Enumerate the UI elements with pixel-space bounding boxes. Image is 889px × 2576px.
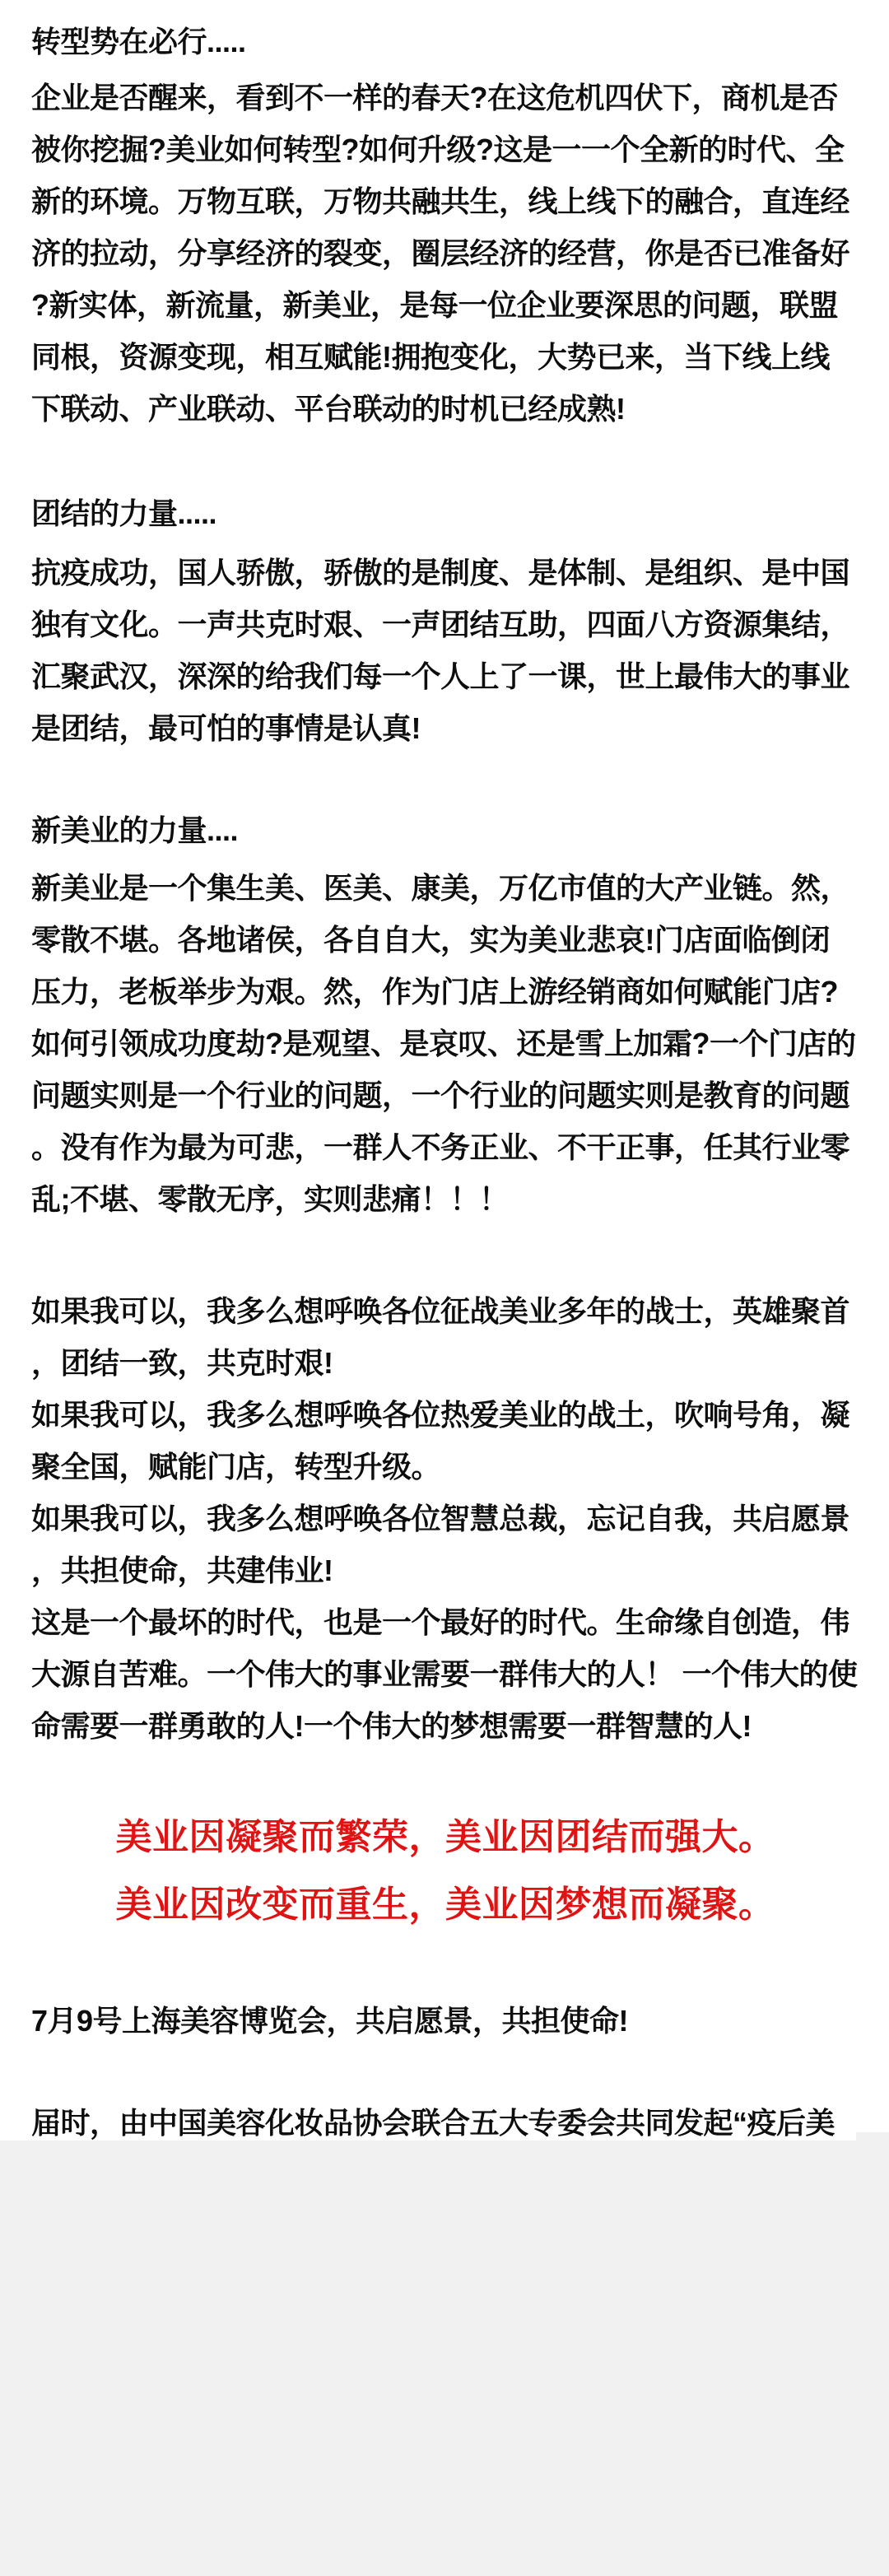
- paragraph-new-beauty: [31, 862, 859, 1225]
- text-line: 大源自苦难。一个伟大的事业需要一群伟大的人！ 一个伟大的使: [31, 1657, 858, 1691]
- text-line: 问题实则是一个行业的问题，一个行业的问题实则是教育的问题: [31, 1078, 850, 1112]
- text-line: 。没有作为最为可悲，一群人不务正业、不干正事，任其行业零: [31, 1130, 850, 1164]
- text-line: 命需要一群勇敢的人!一个伟大的梦想需要一群智慧的人!: [31, 1709, 752, 1743]
- footer-gray-panel: [0, 2140, 889, 2576]
- text-line: 7月9号上海美容博览会，共启愿景，共担使命!: [31, 2004, 629, 2038]
- text-line: 美业因凝聚而繁荣，美业因团结而强大。: [115, 1817, 775, 1857]
- text-line: 同根，资源变现，相互赋能!拥抱变化，大势已来，当下线上线: [31, 340, 830, 374]
- text-line: 如果我可以，我多么想呼唤各位征战美业多年的战士，英雄聚首: [31, 1294, 850, 1328]
- text-line: 聚全国，赋能门店，转型升级。: [31, 1450, 441, 1484]
- text-line: 如何引领成功度劫?是观望、是哀叹、还是雪上加霜?一个门店的: [31, 1027, 856, 1060]
- paragraph-unity: [31, 547, 859, 754]
- text-line: 被你挖掘?美业如何转型?如何升级?这是一一个全新的时代、全: [31, 133, 845, 166]
- section-heading-transformation: [31, 16, 859, 68]
- text-line: 新美业的力量....: [31, 813, 239, 847]
- paragraph-call-to-arms: [31, 1285, 859, 1752]
- text-line: 这是一个最坏的时代，也是一个最好的时代。生命缘自创造，伟: [31, 1605, 850, 1639]
- text-line: 团结的力量.....: [31, 496, 217, 530]
- text-line: 汇聚武汉，深深的给我们每一个人上了一课，世上最伟大的事业: [31, 659, 850, 693]
- text-line: 新的环境。万物互联，万物共融共生，线上线下的融合，直连经: [31, 184, 850, 218]
- text-line: 抗疫成功，国人骄傲，骄傲的是制度、是体制、是组织、是中国: [31, 556, 850, 589]
- text-line: ，团结一致，共克时艰!: [31, 1346, 333, 1380]
- text-line: 如果我可以，我多么想呼唤各位智慧总裁，忘记自我，共启愿景: [31, 1502, 850, 1535]
- paragraph-expo-announcement: [31, 1995, 859, 2047]
- text-line: 乱;不堪、零散无序，实则悲痛！！！: [31, 1182, 509, 1216]
- text-line: 转型势在必行.....: [31, 25, 246, 58]
- section-heading-unity: [31, 487, 859, 539]
- text-line: ，共担使命，共建伟业!: [31, 1554, 333, 1587]
- paragraph-transformation: [31, 72, 859, 435]
- text-line: 独有文化。一声共克时艰、一声团结互助，四面八方资源集结，: [31, 608, 850, 641]
- text-line: 美业因改变而重生，美业因梦想而凝聚。: [115, 1884, 775, 1925]
- highlight-slogan: [31, 1804, 859, 1939]
- text-line: 零散不堪。各地诸侯，各自自大，实为美业悲哀!门店面临倒闭: [31, 923, 830, 957]
- section-heading-new-beauty: [31, 804, 859, 856]
- article-body: [31, 16, 859, 2149]
- text-line: 下联动、产业联动、平台联动的时机已经成熟!: [31, 392, 626, 426]
- text-line: 新美业是一个集生美、医美、康美，万亿市值的大产业链。然，: [31, 871, 850, 905]
- text-line: 如果我可以，我多么想呼唤各位热爱美业的战土，吹响号角，凝: [31, 1398, 850, 1432]
- text-line: ?新实体，新流量，新美业，是每一位企业要深思的问题，联盟: [31, 288, 838, 322]
- text-line: 济的拉动，分享经济的裂变，圈层经济的经营，你是否已准备好: [31, 236, 850, 270]
- text-line: 企业是否醒来，看到不一样的春天?在这危机四伏下，商机是否: [31, 81, 838, 114]
- text-line: 届时，由中国美容化妆品协会联合五大专委会共同发起“疫后美: [31, 2106, 835, 2140]
- text-line: 是团结，最可怕的事情是认真!: [31, 711, 421, 745]
- text-line: 压力，老板举步为艰。然，作为门店上游经销商如何赋能门店?: [31, 975, 838, 1009]
